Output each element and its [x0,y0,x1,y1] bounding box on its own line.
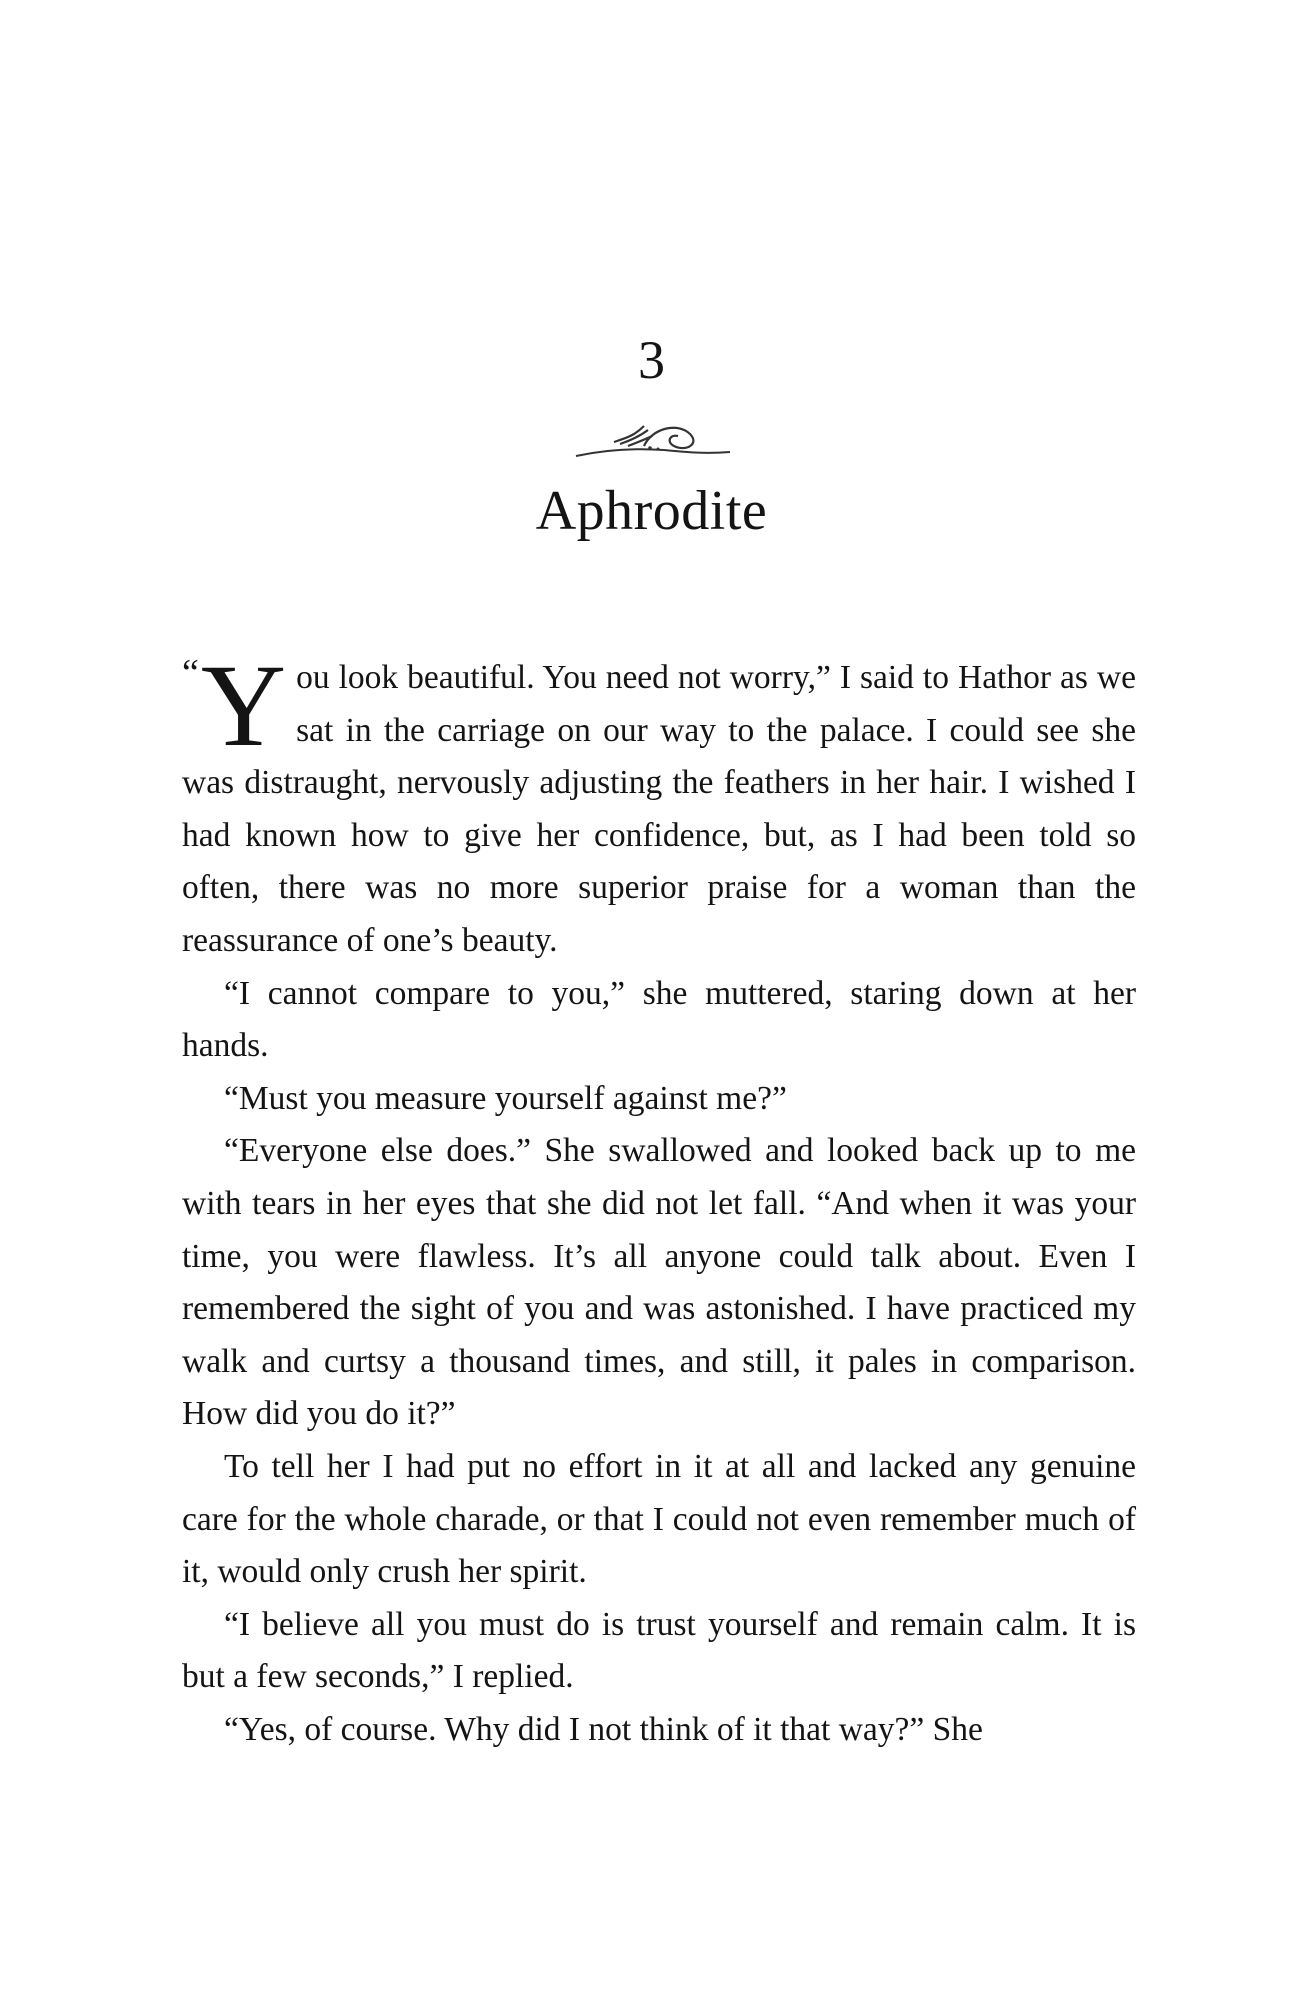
chapter-number: 3 [638,330,665,390]
chapter-body [182,640,1136,1756]
paragraph: “I cannot compare to you,” she muttered, staring down at her hands. [182,974,1136,1065]
drop-cap: Y [200,640,287,771]
chapter-title: Aphrodite [535,480,768,542]
paragraph-text: ou look beautiful. You need not worry,” I said to Hathor as we sat in the carriage on our way to the palace. I could see she was distraught, nervously adjusting the feathers in her hair. I wished I had known how to give her confidence, but, as I had been told so often, there was no more superior praise for a woman than the reassurance of one’s beauty. [182,659,1136,959]
flourish-ornament-icon [574,412,734,462]
paragraph: To tell her I had put no effort in it at all and lacked any genuine care for the whole charade, or that I could not even remember much of it, would only crush her spirit. [182,1447,1136,1591]
paragraph: “I believe all you must do is trust yourself and remain calm. It is but a few seconds,” I replied. [182,1605,1136,1696]
opening-quote-mark: “ [182,652,199,694]
paragraph [182,640,1136,968]
paragraph: “Must you measure yourself against me?” [224,1079,787,1117]
paragraph: “Yes, of course. Why did I not think of it that way?” She [224,1710,983,1748]
paragraph: “Everyone else does.” She swallowed and looked back up to me with tears in her eyes that she did not let fall. “And when it was your time, you were flawless. It’s all anyone could talk about. Even I remembered the sight of you and was astonished. I have practiced my walk and curtsy a thousand times, and still, it pales in comparison. How did you do it?” [182,1132,1136,1433]
